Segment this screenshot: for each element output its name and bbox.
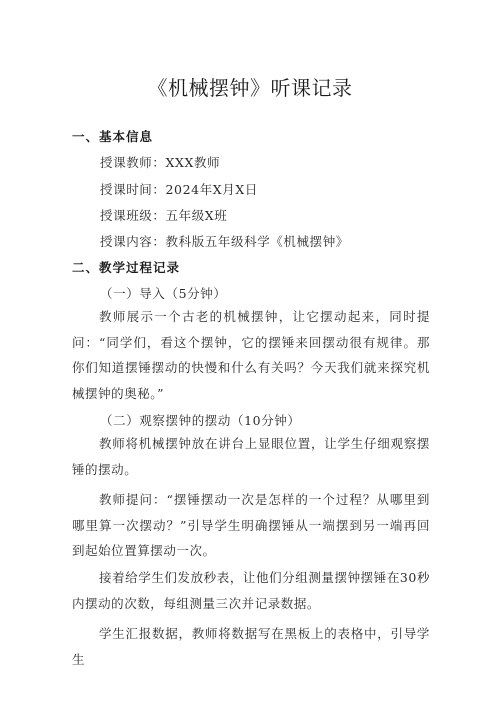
paragraph-observe-3: 接着给学生们发放秒表，让他们分组测量摆钟摆锤在30秒内摆动的次数，每组测量三次并记录数据。 xyxy=(72,570,430,611)
section-heading-basic-info: 一、基本信息 xyxy=(72,129,154,144)
subsection-heading-intro: （一）导入（5分钟） xyxy=(100,286,227,301)
info-time: 授课时间：2024年X月X日 xyxy=(100,182,259,197)
document-title: 《机械摆钟》听课记录 xyxy=(147,76,353,100)
subsection-heading-observe: （二）观察摆钟的摆动（10分钟） xyxy=(100,413,301,428)
info-class: 授课班级：五年级X班 xyxy=(100,208,228,223)
paragraph-observe-2: 教师提问：“摆锤摆动一次是怎样的一个过程？从哪里到哪里算一次摆动？”引导学生明确摆锤从一端摆到另一端再回到起始位置算摆动一次。 xyxy=(72,492,430,558)
paragraph-observe-4: 学生汇报数据，教师将数据写在黑板上的表格中，引导学生 xyxy=(72,626,430,667)
paragraph-intro: 教师展示一个古老的机械摆钟，让它摆动起来，同时提问：“同学们，看这个摆钟，它的摆锤来回摆动很有规律。那你们知道摆锤摆动的快慢和什么有关吗？今天我们就来探究机械摆钟的奥秘。” xyxy=(72,309,430,401)
info-teacher: 授课教师：XXX教师 xyxy=(100,155,221,170)
paragraph-observe-1: 教师将机械摆钟放在讲台上显眼位置，让学生仔细观察摆锤的摆动。 xyxy=(72,436,430,477)
info-content: 授课内容：教科版五年级科学《机械摆钟》 xyxy=(100,234,349,249)
section-heading-process: 二、教学过程记录 xyxy=(72,260,181,275)
